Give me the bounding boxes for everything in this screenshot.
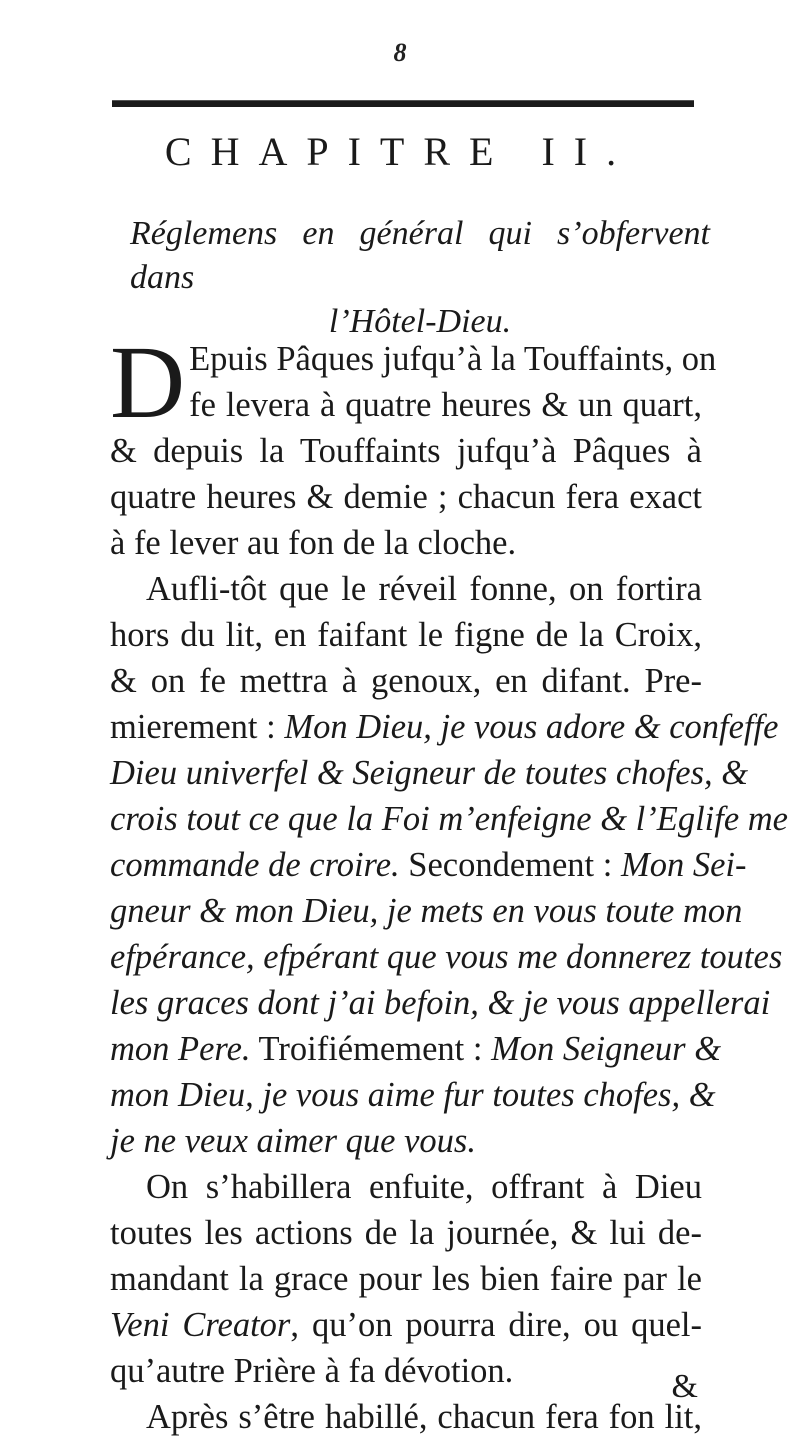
text-line: à fe lever au fon de la cloche.: [110, 524, 517, 562]
line-italic: je ne veux aimer que vous.: [110, 1122, 476, 1160]
text-line: [110, 704, 779, 750]
header-rule: [112, 100, 694, 107]
paragraph-4: [110, 1394, 702, 1440]
line-text: qu’autre Prière à fa dévotion.: [110, 1352, 514, 1390]
line-italic: Veni Creator: [110, 1306, 291, 1344]
line-italic: Mon Seigneur &: [491, 1030, 722, 1068]
text-line: [110, 750, 749, 796]
line-text: toutes les actions de la journée, & lui de-: [110, 1214, 702, 1252]
text-line: [110, 842, 747, 888]
subtitle-line-1: Réglemens en général qui s’obfervent dans: [130, 215, 710, 296]
chapter-subtitle: [130, 212, 710, 344]
line-italic: mon Pere.: [110, 1030, 251, 1068]
text-line: [110, 566, 702, 612]
line-text: & on fe mettra à genoux, en difant. Pre-: [110, 662, 702, 700]
text-line: fe levera à quatre heures & un quart,: [189, 386, 702, 424]
line-italic: les graces dont j’ai befoin, & je vous appellerai: [110, 984, 771, 1022]
line-italic: Mon Sei-: [620, 846, 747, 884]
paragraph-1: [110, 325, 717, 566]
text-line: [110, 796, 788, 842]
text-line: [110, 888, 743, 934]
catchword: &: [671, 1368, 698, 1405]
text-line: [110, 658, 702, 704]
chapter-heading: CHAPITRE II.: [164, 129, 636, 174]
line-italic: efpérance, efpérant que vous me donnerez toutes: [110, 938, 783, 976]
line-text: hors du lit, en faifant le figne de la Croix,: [110, 616, 702, 654]
line-italic: mon Dieu, je vous aime fur toutes chofes, &: [110, 1076, 716, 1114]
drop-cap: D: [110, 325, 186, 440]
paragraph-3: [110, 1164, 702, 1394]
line-italic: gneur & mon Dieu, je mets en vous toute mon: [110, 892, 743, 930]
line-text: Troifiémement :: [250, 1030, 492, 1068]
line-text: , qu’on pourra dire, ou quel-: [290, 1306, 702, 1344]
line-text: Après s’être habillé, chacun fera fon lit,: [146, 1398, 702, 1436]
text-line: [110, 1394, 702, 1440]
body-text: [110, 325, 788, 1440]
text-line: [110, 980, 771, 1026]
text-line: [110, 1118, 702, 1164]
line-text: mierement :: [110, 708, 285, 746]
line-italic: commande de croire.: [110, 846, 400, 884]
text-line: Epuis Pâques jufqu’à la Touffaints, on: [189, 340, 717, 378]
text-line: [110, 1256, 702, 1302]
text-line: [110, 934, 783, 980]
text-line: [110, 1210, 702, 1256]
line-italic: crois tout ce que la Foi m’enfeigne & l’Eglife me: [110, 800, 788, 838]
line-italic: Dieu univerfel & Seigneur de toutes chofes, &: [110, 754, 749, 792]
text-line: & depuis la Touffaints jufqu’à Pâques à: [110, 432, 702, 470]
text-line: [110, 1348, 702, 1394]
text-line: [110, 1026, 722, 1072]
line-text: mandant la grace pour les bien faire par le: [110, 1260, 702, 1298]
line-text: Aufli-tôt que le réveil fonne, on fortira: [146, 570, 702, 608]
text-line: [110, 1164, 702, 1210]
text-line: [110, 612, 702, 658]
line-text: Secondement :: [399, 846, 621, 884]
text-line: [110, 1302, 702, 1348]
paragraph-2: [110, 566, 788, 1164]
subtitle-line-2: l’Hôtel-Dieu.: [328, 303, 512, 340]
line-text: On s’habillera enfuite, offrant à Dieu: [146, 1168, 702, 1206]
text-line: [110, 1072, 716, 1118]
line-italic: Mon Dieu, je vous adore & confeffe: [284, 708, 779, 746]
text-line: quatre heures & demie ; chacun fera exact: [110, 478, 702, 516]
page-number: 8: [393, 38, 407, 67]
